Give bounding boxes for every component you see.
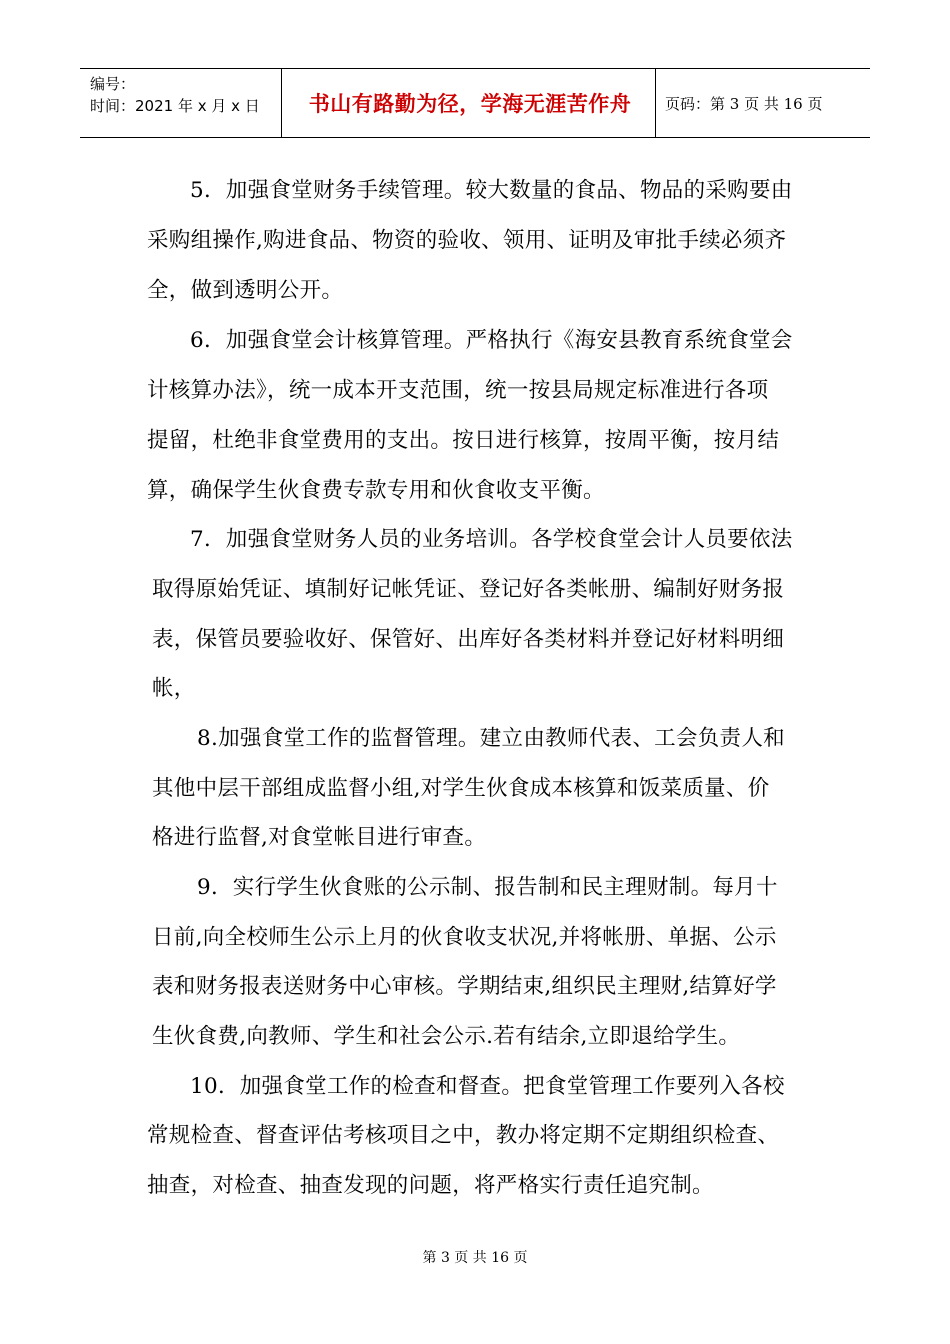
paragraph-line: 7．加强食堂财务人员的业务培训。各学校食堂会计人员要依法	[190, 527, 793, 552]
paragraph-line: 计核算办法》，统一成本开支范围，统一按县局规定标准进行各项	[147, 378, 769, 403]
header-divider	[281, 69, 282, 137]
paragraph-line: 5．加强食堂财务手续管理。较大数量的食品、物品的采购要由	[190, 178, 793, 203]
paragraph-line: 8.加强食堂工作的监督管理。建立由教师代表、工会负责人和	[197, 726, 785, 751]
paragraph-line: 表和财务报表送财务中心审核。学期结束,组织民主理财,结算好学	[152, 974, 777, 999]
paragraph-line: 提留，杜绝非食堂费用的支出。按日进行核算，按周平衡，按月结	[147, 428, 780, 453]
header-page-info: 页码：第 3 页 共 16 页	[665, 94, 823, 113]
paragraph-line: 常规检查、督查评估考核项目之中，教办将定期不定期组织检查、	[147, 1123, 780, 1148]
document-number-label: 编号：	[90, 75, 136, 93]
paragraph-line: 9．实行学生伙食账的公示制、报告制和民主理财制。每月十	[197, 875, 778, 900]
paragraph-line: 算，确保学生伙食费专款专用和伙食收支平衡。	[147, 478, 605, 503]
paragraph-line: 表，保管员要验收好、保管好、出库好各类材料并登记好材料明细	[152, 627, 785, 652]
document-date-label: 时间：2021 年 x 月 x 日	[90, 97, 260, 115]
page-footer: 第 3 页 共 16 页	[422, 1250, 528, 1266]
paragraph-line: 10．加强食堂工作的检查和督查。把食堂管理工作要列入各校	[190, 1074, 785, 1099]
paragraph-line: 取得原始凭证、填制好记帐凭证、登记好各类帐册、编制好财务报	[152, 577, 785, 602]
paragraph-line: 帐，	[152, 676, 196, 701]
paragraph-line: 采购组操作,购进食品、物资的验收、领用、证明及审批手续必须齐	[147, 228, 787, 253]
paragraph-line: 抽查，对检查、抽查发现的问题，将严格实行责任追究制。	[147, 1173, 714, 1198]
header-motto: 书山有路勤为径，学海无涯苦作舟	[308, 91, 632, 116]
document-header	[80, 68, 870, 138]
paragraph-line: 生伙食费,向教师、学生和社会公示.若有结余,立即退给学生。	[152, 1024, 741, 1049]
header-meta	[90, 73, 260, 117]
paragraph-line: 6．加强食堂会计核算管理。严格执行《海安县教育系统食堂会	[190, 328, 793, 353]
paragraph-line: 格进行监督,对食堂帐目进行审查。	[152, 825, 487, 850]
paragraph-line: 全，做到透明公开。	[147, 278, 344, 303]
paragraph-line: 日前,向全校师生公示上月的伙食收支状况,并将帐册、单据、公示	[152, 925, 777, 950]
paragraph-line: 其他中层干部组成监督小组,对学生伙食成本核算和饭菜质量、价	[152, 776, 770, 801]
